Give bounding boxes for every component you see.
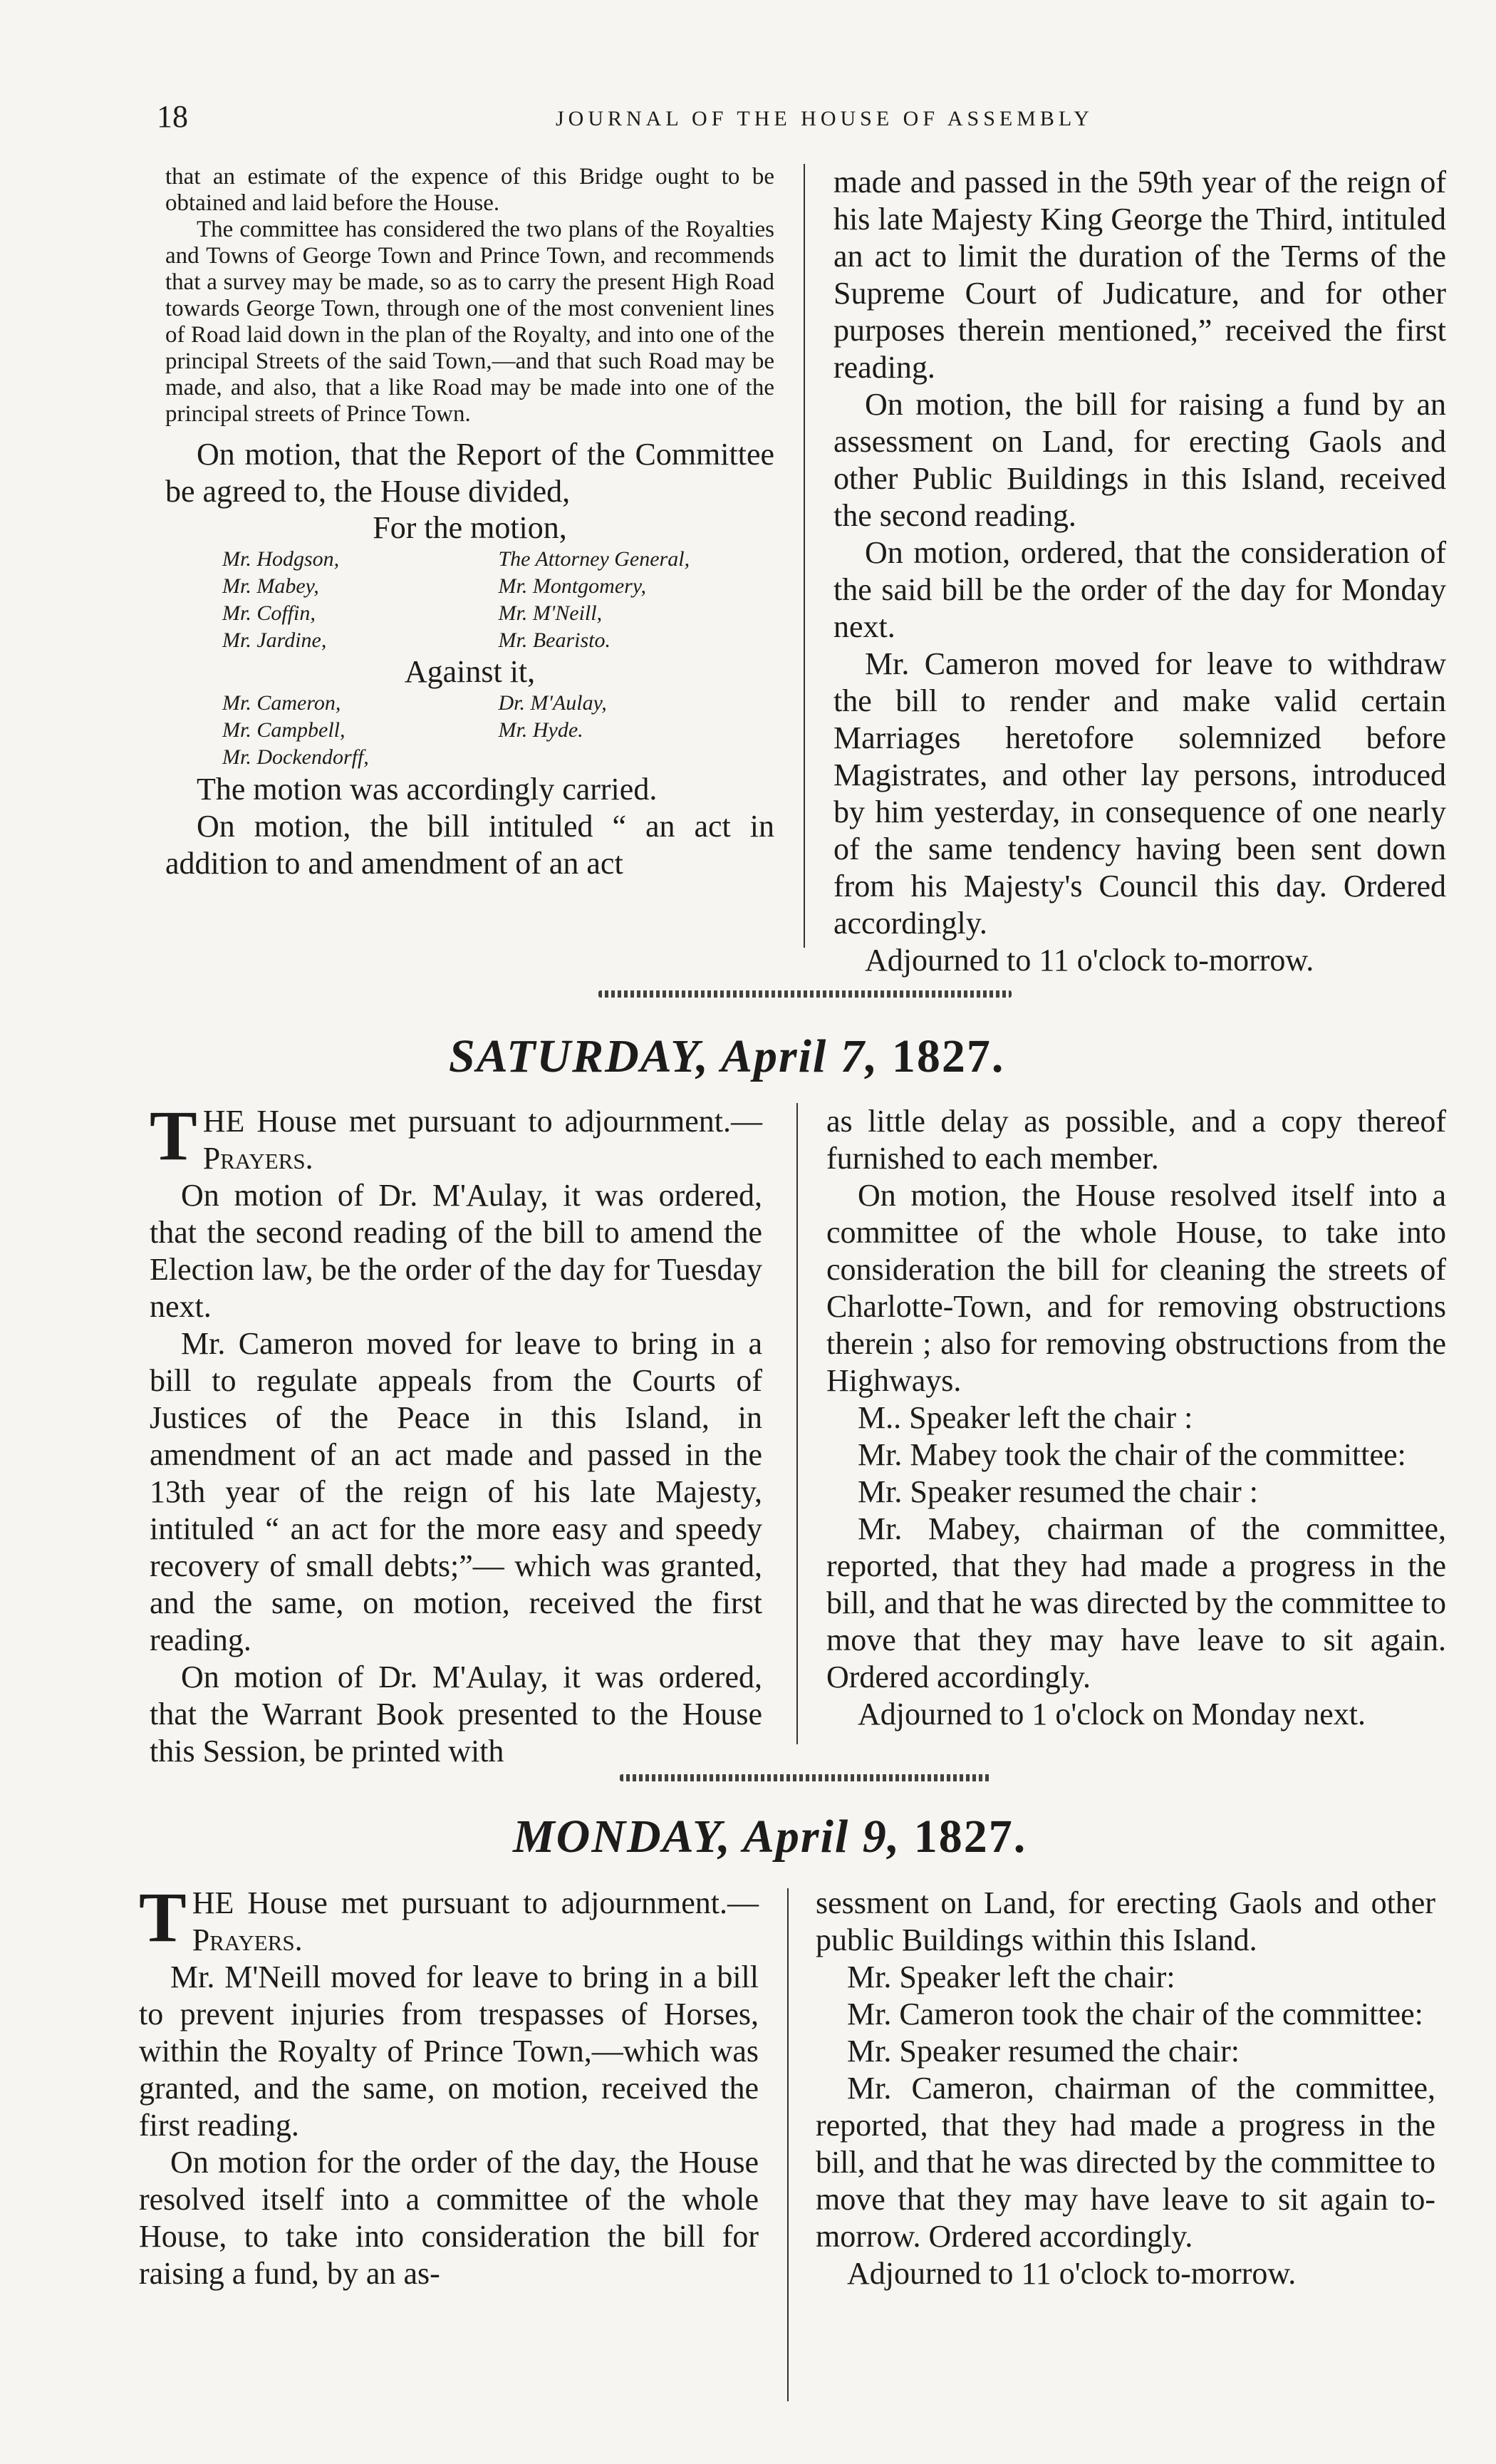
voter: Mr. Coffin, [222, 601, 316, 625]
voter [499, 744, 775, 771]
voter: Mr. Dockendorff, [222, 745, 369, 769]
paragraph: Mr. Cameron moved for leave to withdraw the bill to render and make valid certain Marriages heretofore solemnized before Magistrates, and other lay persons, introduced by him yesterday, in consequence of one nearly of the same tendency having been sent down from his Majesty's Council this day. Ordered accordingly. [833, 646, 1446, 941]
column-right-top [833, 164, 1446, 979]
paragraph: The motion was accordingly carried. [197, 772, 658, 807]
date-label: April 7, [720, 1030, 879, 1082]
column-left-top [165, 164, 774, 882]
opening-text: HE House met pursuant to adjournment.— [202, 1104, 762, 1139]
paragraph: Adjourned to 1 o'clock on Monday next. [858, 1697, 1366, 1731]
voter: Mr. M'Neill, [498, 601, 603, 625]
column-divider [787, 1888, 789, 2401]
paragraph: made and passed in the 59th year of the reign of his late Majesty King George the Third, intituled an act to limit the duration of the Terms of the Supreme Court of Judicature, and for other purposes therein mentioned,” received the first reading. [833, 165, 1446, 385]
paragraph: On motion, the bill for raising a fund by an assessment on Land, for erecting Gaols and other Public Buildings in this Island, received the second reading. [833, 387, 1446, 533]
paragraph: On motion, ordered, that the consideration of the said bill be the order of the day for Monday next. [833, 535, 1446, 644]
paragraph: Mr. Speaker left the chair: [847, 1960, 1175, 1994]
prayers-label: Prayers. [192, 1922, 303, 1957]
paragraph: Mr. Cameron took the chair of the committee: [847, 1997, 1423, 2031]
voter: Mr. Mabey, [222, 574, 319, 598]
paragraph: On motion of Dr. M'Aulay, it was ordered, that the second reading of the bill to amend the Election law, be the order of the day for Tuesday next. [150, 1178, 762, 1324]
paragraph: Mr. Speaker resumed the chair: [847, 2034, 1240, 2069]
voter: Mr. Montgomery, [498, 574, 646, 598]
paragraph: On motion, the House resolved itself into a committee of the whole House, to take into consideration the bill for cleaning the streets of Charlotte-Town, and for removing obstructions therein ; also for removing obstructions from the Highways. [826, 1178, 1446, 1398]
date-label: April 9, [742, 1811, 901, 1863]
voter: Dr. M'Aulay, [498, 691, 607, 715]
column-right-monday [816, 1885, 1435, 2292]
section-divider [598, 990, 1012, 998]
year-label: 1827. [913, 1811, 1027, 1863]
paragraph: On motion for the order of the day, the House resolved itself into a committee of the whole House, to take into consideration the bill for raising a fund, by an as- [139, 2145, 759, 2291]
column-left-saturday [150, 1096, 762, 1770]
paragraph: Mr. Mabey, chairman of the committee, reported, that they had made a progress in the bill, and that he was directed by the committee to move that they may have leave to sit again. Ordered accordingly. [826, 1511, 1446, 1694]
voter: Mr. Jardine, [222, 628, 327, 652]
dateline-monday [513, 1810, 1027, 1864]
drop-cap: T [150, 1096, 197, 1175]
prayers-label: Prayers. [202, 1141, 313, 1176]
voter: Mr. Campbell, [222, 718, 346, 742]
section-divider [620, 1774, 990, 1781]
paragraph: Adjourned to 11 o'clock to-morrow. [847, 2256, 1297, 2291]
drop-cap: T [139, 1878, 187, 1957]
paragraph: that an estimate of the expence of this Bridge ought to be obtained and laid before the House. [165, 164, 774, 216]
column-right-saturday [826, 1103, 1446, 1733]
paragraph: Mr. Speaker resumed the chair : [858, 1474, 1259, 1509]
paragraph: M.. Speaker left the chair : [858, 1400, 1193, 1435]
paragraph: as little delay as possible, and a copy thereof furnished to each member. [826, 1104, 1446, 1176]
vote-heading-against: Against it, [404, 654, 536, 689]
voter: Mr. Hyde. [498, 718, 583, 742]
column-divider [804, 164, 805, 948]
running-title: JOURNAL OF THE HOUSE OF ASSEMBLY [556, 107, 1094, 130]
paragraph: On motion, the bill intituled “ an act in addition to and amendment of an act [165, 809, 774, 881]
day-label: MONDAY, [513, 1811, 732, 1863]
year-label: 1827. [891, 1030, 1005, 1082]
paragraph: Mr. Cameron moved for leave to bring in a bill to regulate appeals from the Courts of Justices of the Peace in this Island, in amendment of an act made and passed in the 13th year of the reign of his late Majesty, intituled “ an act for the more easy and speedy recovery of small debts;”— which was granted, and the same, on motion, received the first reading. [150, 1326, 762, 1657]
day-label: SATURDAY, [449, 1030, 710, 1082]
voter: Mr. Cameron, [222, 691, 341, 715]
vote-list-for [165, 546, 774, 654]
voter: The Attorney General, [498, 547, 690, 571]
column-left-monday [139, 1878, 759, 2292]
paragraph: Mr. Cameron, chairman of the committee, reported, that they had made a progress in the bill, and that he was directed by the committee to move that they may have leave to sit again to-morrow. Ordered accordingly. [816, 2071, 1435, 2254]
paragraph: On motion, that the Report of the Committee be agreed to, the House divided, [165, 437, 774, 509]
paragraph: The committee has considered the two plans of the Royalties and Towns of George Town and Prince Town, and recommends that a survey may be made, so as to carry the present High Road towards George Town, through one of the most convenient lines of Road laid down in the plan of the Royalty, and into one of the principal Streets of the said Town,—and that such Road may be made, and also, that a like Road may be made into one of the principal streets of Prince Town. [165, 217, 774, 427]
dateline-saturday [449, 1030, 1004, 1084]
voter: Mr. Bearisto. [498, 628, 611, 652]
paragraph: Mr. M'Neill moved for leave to bring in a bill to prevent injuries from trespasses of Horses, within the Royalty of Prince Town,—which was granted, and the same, on motion, received the first reading. [139, 1960, 759, 2143]
voter: Mr. Hodgson, [222, 547, 340, 571]
vote-list-against [165, 690, 774, 771]
vote-heading-for: For the motion, [373, 510, 567, 545]
paragraph: Adjourned to 11 o'clock to-morrow. [865, 943, 1314, 978]
column-divider [796, 1103, 798, 1744]
paragraph: sessment on Land, for erecting Gaols and other public Buildings within this Island. [816, 1885, 1435, 1957]
paragraph: Mr. Mabey took the chair of the committee: [858, 1437, 1406, 1472]
page-number: 18 [157, 99, 188, 134]
opening-text: HE House met pursuant to adjournment.— [192, 1885, 759, 1920]
paragraph: On motion of Dr. M'Aulay, it was ordered, that the Warrant Book presented to the House this Session, be printed with [150, 1660, 762, 1769]
